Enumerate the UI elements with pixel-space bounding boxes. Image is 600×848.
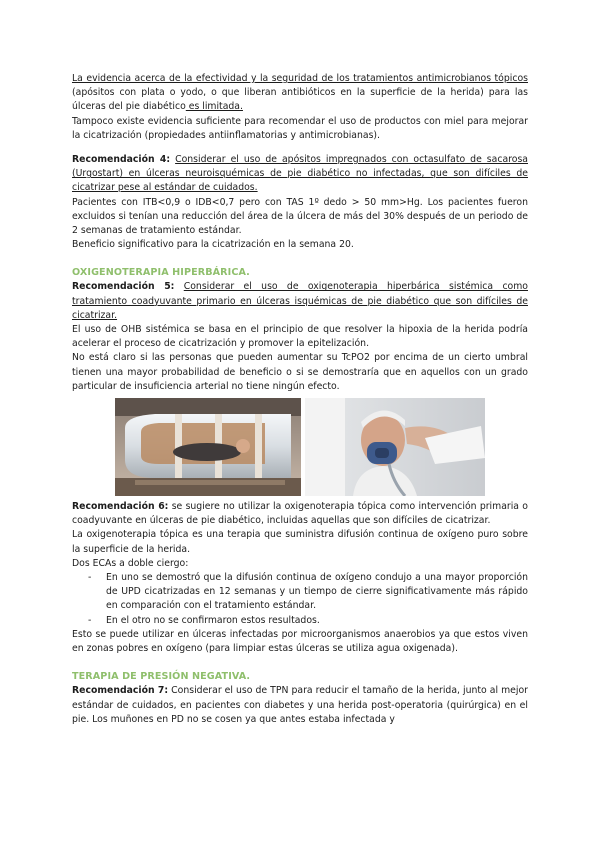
photo-row: [72, 398, 528, 496]
recommendation-6: [72, 500, 528, 528]
text: (apósitos con plata o yodo, o que liberan antibióticos en la superficie de la herida) para las úlceras del pie diabético: [72, 87, 528, 113]
oxygen-mask-photo: [305, 398, 485, 496]
paragraph-ohb-principle: El uso de OHB sistémica se basa en el principio de que resolver la hipoxia de la herida podría acelerar el proceso de cicatrización y promover la epitelización.: [72, 324, 528, 350]
recommendation-label: Recomendación 7:: [72, 685, 169, 697]
recommendation-label: Recomendación 6:: [72, 501, 169, 513]
paragraph-antimicrobial-evidence: [72, 72, 528, 115]
underlined-text: es limitada.: [185, 101, 243, 113]
recommendation-label: Recomendación 4:: [72, 154, 171, 166]
paragraph-rct-intro: Dos ECAs a doble ciergo:: [72, 557, 189, 569]
recommendation-5: [72, 280, 528, 323]
rct-list: [72, 571, 528, 628]
recommendation-text: Considerar el uso de apósitos impregnados con octasulfato de sacarosa (Urgostart) en úlceras neuroisquémicas de pie diabético no infectadas, que son difíciles de cicatrizar pese al estándar de cuidados.: [72, 154, 528, 194]
paragraph-ohb-unclear: No está claro si las personas que pueden aumentar su TcPO2 por encima de un cierto umbral tienen una mayor probabilidad de beneficio o si se demostraría que en aquellos con un grado particular de insuficiencia arterial no tiene ningún efecto.: [72, 352, 528, 392]
recommendation-text: Considerar el uso de TPN para reducir el tamaño de la herida, junto al mejor estándar de cuidados, en pacientes con diabetes y una herida post-operatoria (quirúrgica) en el pie. Los muñones en PD no se cosen ya que antes estaba infectada y: [72, 685, 528, 725]
paragraph-patients: Pacientes con ITB<0,9 o IDB<0,7 pero con TAS 1º dedo > 50 mm>Hg. Los pacientes fueron excluidos si tenían una reducción del área de la úlcera de más del 30% después de un periodo de 2 semanas de tratamiento estándar.: [72, 196, 528, 237]
list-item: - En el otro no se confirmaron estos resultados.: [106, 614, 528, 628]
recommendation-7: [72, 684, 528, 727]
paragraph-anaerobic: Esto se puede utilizar en úlceras infectadas por microorganismos anaerobios ya que estos viven en zonas pobres en oxígeno (para limpiar estas úlceras se utiliza agua oxigenada).: [72, 628, 528, 655]
paragraph-honey: Tampoco existe evidencia suficiente para recomendar el uso de productos con miel para mejorar la cicatrización (propiedades antiinflamatorias y antimicrobianas).: [72, 115, 528, 141]
list-item: - En uno se demostró que la difusión continua de oxígeno condujo a una mayor proporción de UPD cicatrizadas en 12 semanas y un tiempo de cierre significativamente más rápido en comparación con el tratamiento estándar.: [106, 571, 528, 614]
recommendation-text: se sugiere no utilizar la oxigenoterapia tópica como intervención primaria o coadyuvante en úlceras de pie diabético, incluidas aquellas que son difíciles de cicatrizar.: [72, 501, 528, 527]
hyperbaric-chamber-photo: [115, 398, 301, 496]
section-heading-tpn: TERAPIA DE PRESIÓN NEGATIVA.: [72, 671, 251, 683]
section-heading-ohb: OXIGENOTERAPIA HIPERBÁRICA.: [72, 267, 250, 279]
underlined-text: La evidencia acerca de la efectividad y la seguridad de los tratamientos antimicrobianos tópicos: [72, 73, 528, 84]
recommendation-text: Considerar el uso de oxigenoterapia hiperbárica sistémica como tratamiento coadyuvante primario en úlceras isquémicas de pie diabético que son difíciles de cicatrizar.: [72, 281, 528, 321]
recommendation-4: [72, 153, 528, 196]
recommendation-label: Recomendación 5:: [72, 281, 175, 293]
paragraph-benefit: Beneficio significativo para la cicatrización en la semana 20.: [72, 239, 354, 251]
paragraph-topical-oxygen: La oxigenoterapia tópica es una terapia que suministra difusión continua de oxígeno puro sobre la superficie de la herida.: [72, 529, 528, 555]
